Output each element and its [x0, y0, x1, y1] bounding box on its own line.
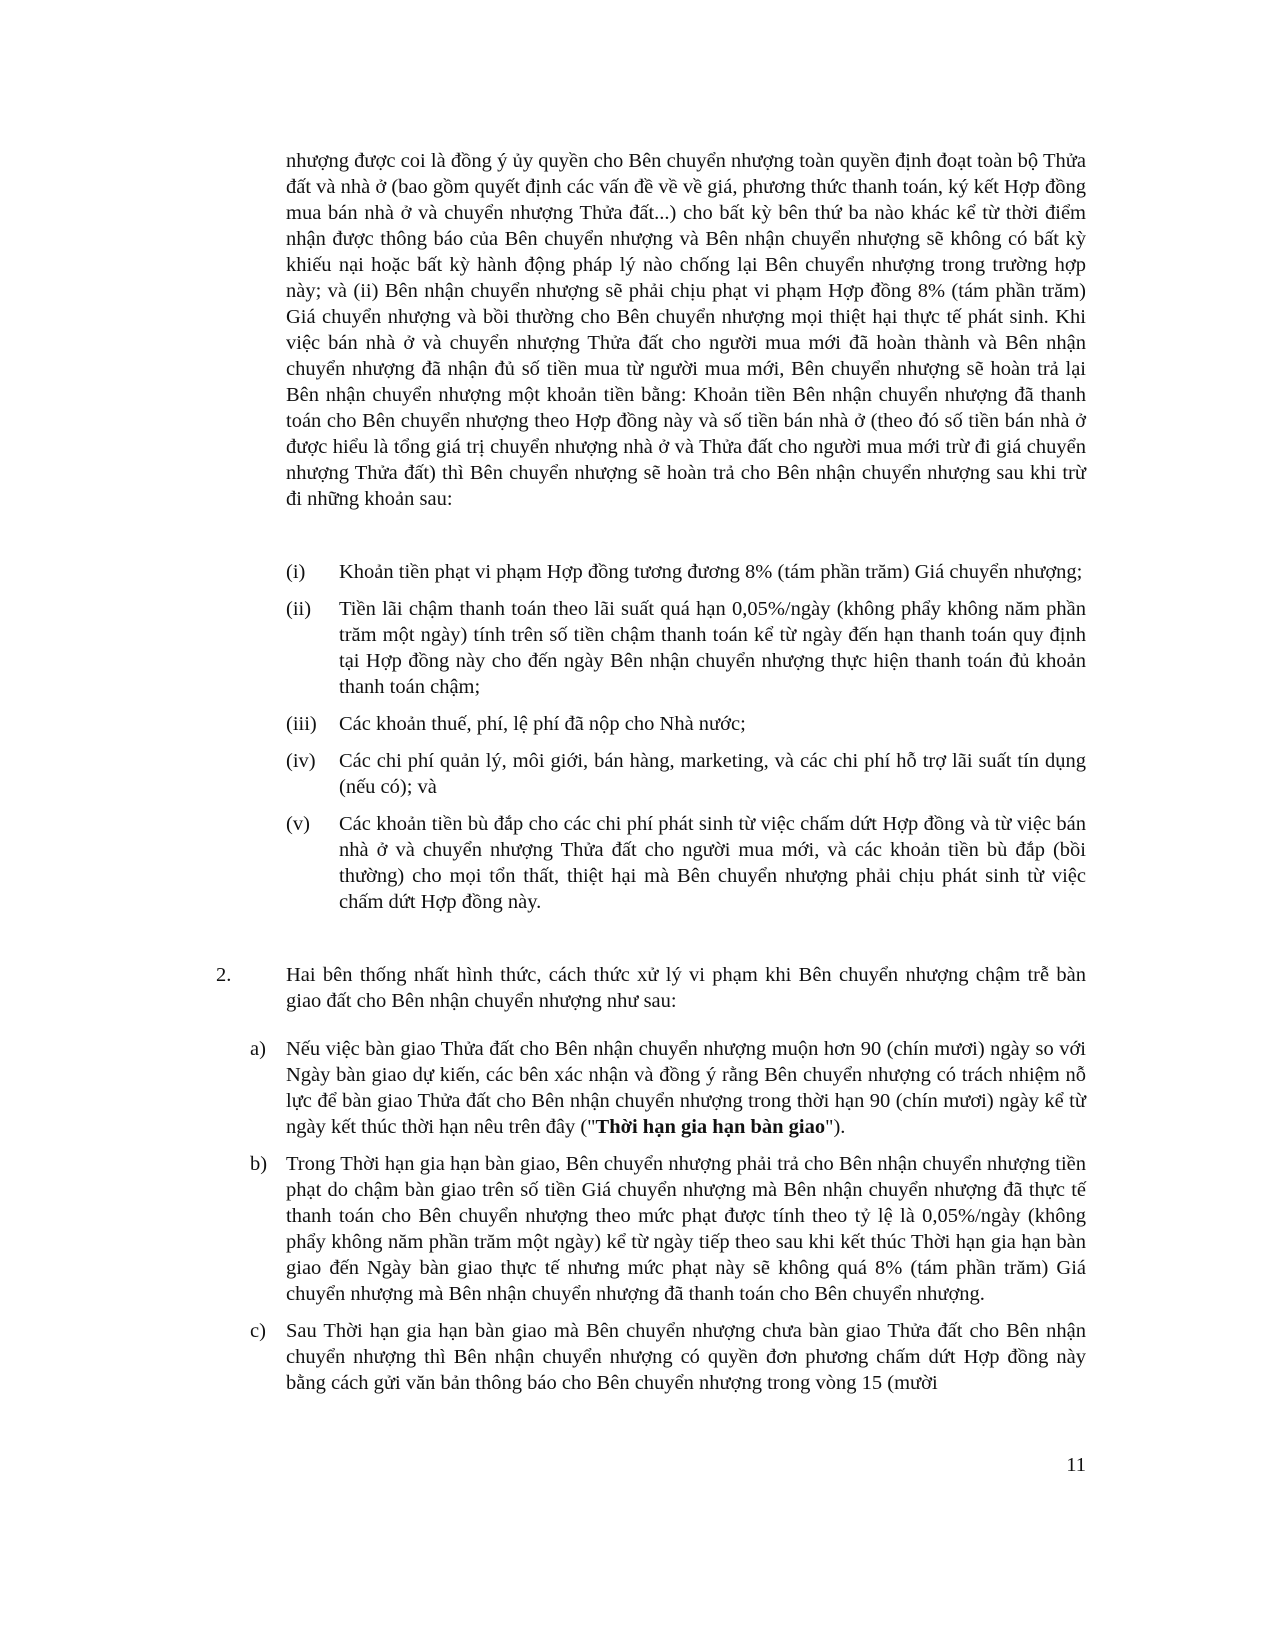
- list-item-text: Các khoản thuế, phí, lệ phí đã nộp cho Nhà nước;: [339, 713, 746, 735]
- clause-a: [250, 1036, 1086, 1140]
- clause-label: c): [250, 1320, 266, 1342]
- intro-paragraph: nhượng được coi là đồng ý ủy quyền cho Bên chuyển nhượng toàn quyền định đoạt toàn bộ Thửa đất và nhà ở (bao gồm quyết định các vấn đề về về giá, phương thức thanh toán, ký kết Hợp đồng mua bán nhà ở và chuyển nhượng Thửa đất...) cho bất kỳ bên thứ ba nào khác kể từ thời điểm nhận được thông báo của Bên chuyển nhượng và Bên nhận chuyển nhượng sẽ không có bất kỳ khiếu nại hoặc bất kỳ hành động pháp lý nào chống lại Bên chuyển nhượng trong trường hợp này; và (ii) Bên nhận chuyển nhượng sẽ phải chịu phạt vi phạm Hợp đồng 8% (tám phần trăm) Giá chuyển nhượng và bồi thường cho Bên chuyển nhượng mọi thiệt hại thực tế phát sinh. Khi việc bán nhà ở và chuyển nhượng Thửa đất cho người mua mới đã hoàn thành và Bên nhận chuyển nhượng đã nhận đủ số tiền mua từ người mua mới, Bên chuyển nhượng sẽ hoàn trả lại Bên nhận chuyển nhượng một khoản tiền bằng: Khoản tiền Bên nhận chuyển nhượng đã thanh toán cho Bên chuyển nhượng theo Hợp đồng này và số tiền bán nhà ở (theo đó số tiền bán nhà ở được hiểu là tổng giá trị chuyển nhượng nhà ở và Thửa đất cho người mua mới trừ đi giá chuyển nhượng Thửa đất) thì Bên chuyển nhượng sẽ hoàn trả cho Bên nhận chuyển nhượng sau khi trừ đi những khoản sau:: [286, 150, 1086, 510]
- list-item-text: Khoản tiền phạt vi phạm Hợp đồng tương đương 8% (tám phần trăm) Giá chuyển nhượng;: [339, 561, 1083, 583]
- list-item: [286, 748, 1086, 800]
- list-item-text: Các chi phí quản lý, môi giới, bán hàng, marketing, và các chi phí hỗ trợ lãi suất tín dụng (nếu có); và: [339, 750, 1086, 798]
- list-item-label: (iv): [286, 750, 316, 772]
- clause-text: Trong Thời hạn gia hạn bàn giao, Bên chuyển nhượng phải trả cho Bên nhận chuyển nhượng tiền phạt do chậm bàn giao trên số tiền Giá chuyển nhượng mà Bên nhận chuyển nhượng đã thực tế thanh toán cho Bên chuyển nhượng theo mức phạt được tính theo tỷ lệ là 0,05%/ngày (không phẩy không năm phần trăm một ngày) kể từ ngày tiếp theo sau khi kết thúc Thời hạn gia hạn bàn giao đến Ngày bàn giao thực tế nhưng mức phạt này sẽ không quá 8% (tám phần trăm) Giá chuyển nhượng mà Bên nhận chuyển nhượng đã thanh toán cho Bên chuyển nhượng.: [286, 1153, 1086, 1305]
- clause-text-end: ").: [825, 1116, 846, 1138]
- page-number: 11: [1066, 1454, 1086, 1476]
- list-item: [286, 711, 1086, 737]
- defined-term: Thời hạn gia hạn bàn giao: [595, 1116, 826, 1138]
- clause-label: a): [250, 1038, 266, 1060]
- clause-text: [286, 1036, 1086, 1140]
- deduction-list: [286, 559, 1086, 926]
- clause-list: [250, 1036, 1086, 1407]
- clause-text-start: Nếu việc bàn giao Thửa đất cho Bên nhận chuyển nhượng muộn hơn 90 (chín mươi) ngày so với Ngày bàn giao dự kiến, các bên xác nhận và đồng ý rằng Bên chuyển nhượng có trách nhiệm nỗ lực để bàn giao Thửa đất cho Bên nhận chuyển nhượng trong thời hạn 90 (chín mươi) ngày kể từ ngày kết thúc thời hạn nêu trên đây (": [286, 1038, 1086, 1138]
- list-item-label: (iii): [286, 713, 317, 735]
- clause-text: Sau Thời hạn gia hạn bàn giao mà Bên chuyển nhượng chưa bàn giao Thửa đất cho Bên nhận chuyển nhượng thì Bên nhận chuyển nhượng có quyền đơn phương chấm dứt Hợp đồng này bằng cách gửi văn bản thông báo cho Bên chuyển nhượng trong vòng 15 (mười: [286, 1320, 1086, 1394]
- list-item-label: (v): [286, 813, 310, 835]
- list-item-text: Tiền lãi chậm thanh toán theo lãi suất quá hạn 0,05%/ngày (không phẩy không năm phần trăm một ngày) tính trên số tiền chậm thanh toán kể từ ngày đến hạn thanh toán quy định tại Hợp đồng này cho đến ngày Bên nhận chuyển nhượng thực hiện thanh toán đủ khoản thanh toán chậm;: [339, 598, 1086, 698]
- clause-c: [250, 1318, 1086, 1396]
- list-item: [286, 596, 1086, 700]
- section-number: 2.: [216, 964, 232, 986]
- list-item-text: Các khoản tiền bù đắp cho các chi phí phát sinh từ việc chấm dứt Hợp đồng và từ việc bán nhà ở và chuyển nhượng Thửa đất cho người mua mới, và các khoản tiền bù đắp (bồi thường) cho mọi tổn thất, thiệt hại mà Bên chuyển nhượng phải chịu phát sinh từ việc chấm dứt Hợp đồng này.: [339, 813, 1086, 913]
- section-2: [216, 962, 1086, 1014]
- list-item-label: (ii): [286, 598, 312, 620]
- section-text: Hai bên thống nhất hình thức, cách thức xử lý vi phạm khi Bên chuyển nhượng chậm trễ bàn giao đất cho Bên nhận chuyển nhượng như sau:: [286, 964, 1086, 1012]
- list-item: [286, 559, 1086, 585]
- clause-b: [250, 1151, 1086, 1307]
- list-item: [286, 811, 1086, 915]
- list-item-label: (i): [286, 561, 306, 583]
- clause-label: b): [250, 1153, 268, 1175]
